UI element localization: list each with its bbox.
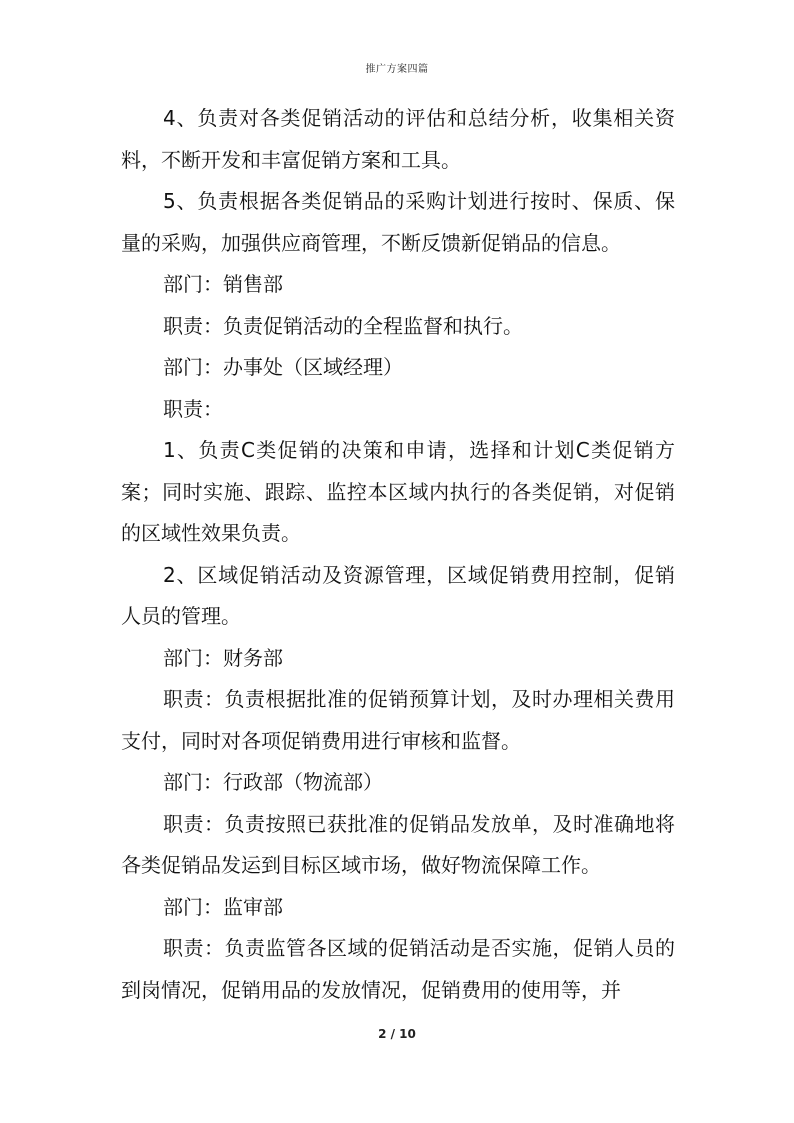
- paragraph-5-procurement: 5、负责根据各类促销品的采购计划进行按时、保质、保量的采购，加强供应商管理，不断反馈新促销品的信息。: [121, 189, 675, 255]
- duty-finance: 职责：负责根据批准的促销预算计划，及时办理相关费用支付，同时对各项促销费用进行审核和监督。: [121, 687, 675, 753]
- duty-office-heading: 职责：: [163, 396, 223, 421]
- duty-admin-logistics: 职责：负责按照已获批准的促销品发放单，及时准确地将各类促销品发运到目标区域市场，做好物流保障工作。: [121, 811, 675, 877]
- paragraph-1-c-promotion: 1、负责C类促销的决策和申请，选择和计划C类促销方案；同时实施、跟踪、监控本区域内执行的各类促销，对促销的区域性效果负责。: [121, 438, 675, 545]
- department-admin-logistics: 部门：行政部（物流部）: [163, 770, 383, 794]
- page-number: 2 / 10: [378, 1027, 416, 1041]
- department-finance: 部门：财务部: [163, 645, 283, 670]
- duty-audit: 职责：负责监管各区域的促销活动是否实施，促销人员的到岗情况，促销用品的发放情况，促销费用的使用等，并: [121, 936, 675, 1002]
- document-body: [121, 98, 675, 1011]
- paragraph-4-evaluation: 4、负责对各类促销活动的评估和总结分析，收集相关资料，不断开发和丰富促销方案和工具。: [121, 106, 675, 172]
- paragraph-2-resource-management: 2、区域促销活动及资源管理，区域促销费用控制，促销人员的管理。: [121, 562, 675, 628]
- department-sales: 部门：销售部: [163, 272, 283, 296]
- department-office: 部门：办事处（区域经理）: [163, 355, 403, 379]
- department-audit: 部门：监审部: [163, 894, 283, 919]
- duty-sales: 职责：负责促销活动的全程监督和执行。: [163, 313, 523, 338]
- page-header-title: 推广方案四篇: [365, 64, 429, 75]
